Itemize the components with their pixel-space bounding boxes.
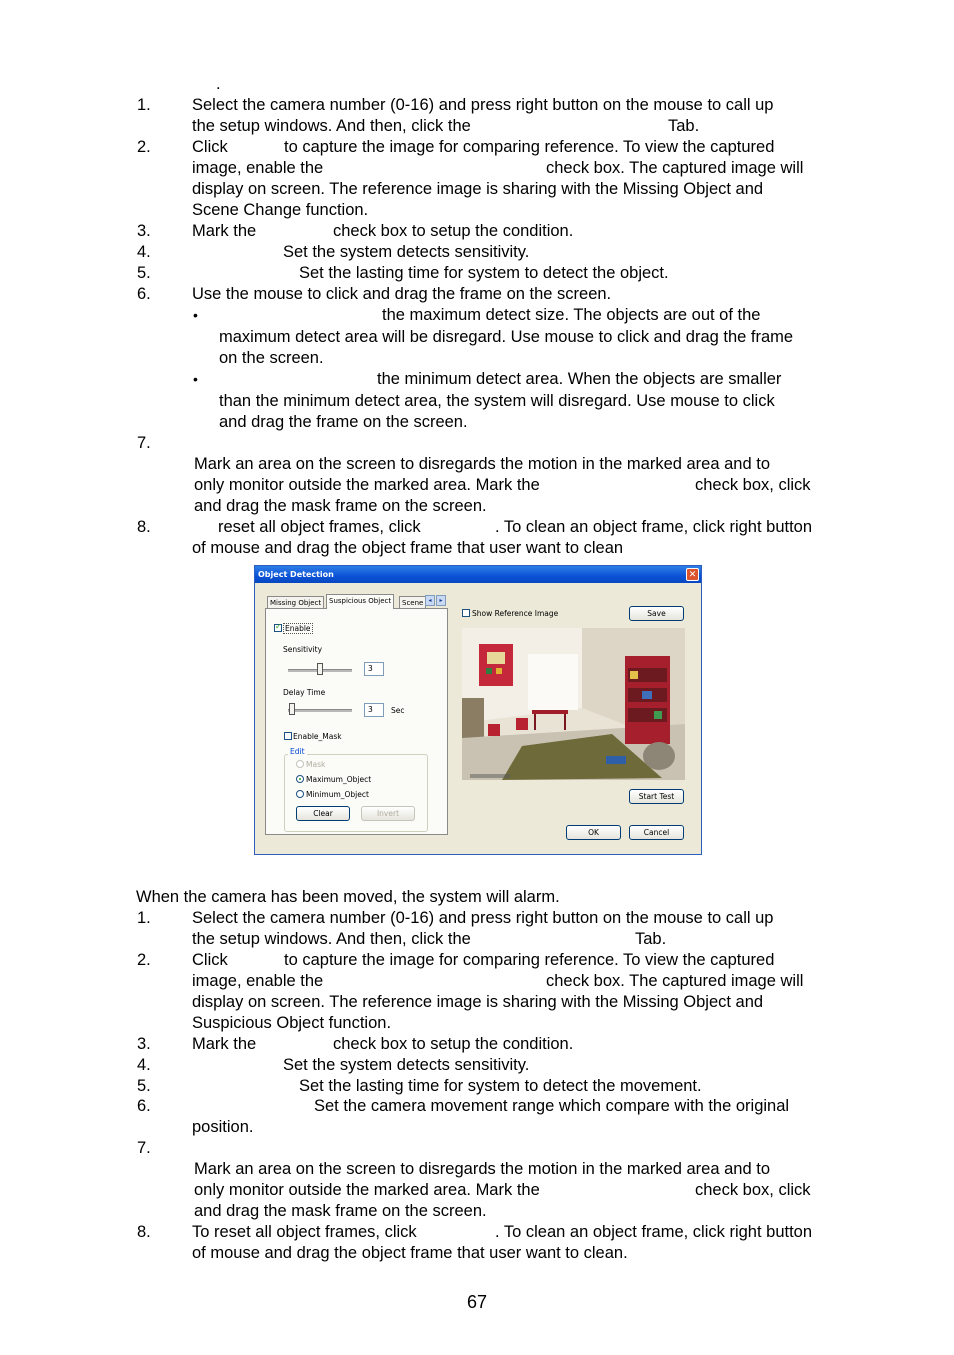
step-text: Tab. [668, 117, 700, 135]
sensitivity-slider-thumb[interactable] [317, 663, 323, 675]
step-text: image, enable the [192, 972, 324, 990]
step-text: position. [192, 1118, 254, 1136]
step-text: Set the lasting time for system to detect the object. [299, 264, 669, 282]
bullet-text: maximum detect area will be disregard. Use mouse to click and drag the frame [219, 328, 794, 346]
bullet-text: and drag the frame on the screen. [219, 413, 468, 431]
step-text: and drag the mask frame on the screen. [194, 497, 487, 515]
step-number: 5. [137, 1077, 151, 1095]
step-text: Mark an area on the screen to disregards the motion in the marked area and to [194, 1160, 770, 1178]
step-text: . To clean an object frame, click right button [495, 1223, 813, 1241]
step-number: 3. [137, 222, 151, 240]
step-text: Mark the [192, 1035, 257, 1053]
delay-unit: Sec [391, 706, 405, 715]
bullet-text: on the screen. [219, 349, 324, 367]
step-text: of mouse and drag the object frame that user want to clean [192, 539, 624, 557]
bullet-text: the maximum detect size. The objects are out of the [382, 306, 761, 324]
step-text: Set the system detects sensitivity. [283, 1056, 530, 1074]
bullet-text: the minimum detect area. When the objects are smaller [377, 370, 782, 388]
step-number: 3. [137, 1035, 151, 1053]
minimum-object-label: Minimum_Object [306, 790, 369, 799]
step-text: Scene Change function. [192, 201, 369, 219]
maximum-object-radio[interactable] [296, 775, 304, 783]
invert-button[interactable]: Invert [361, 806, 415, 821]
step-text: Click [192, 951, 228, 969]
step-text: check box to setup the condition. [333, 222, 574, 240]
step-text: and drag the mask frame on the screen. [194, 1202, 487, 1220]
tab-missing-object[interactable]: Missing Object [267, 596, 324, 609]
cancel-button[interactable]: Cancel [629, 825, 684, 840]
step-text: Use the mouse to click and drag the frame on the screen. [192, 285, 612, 303]
close-icon[interactable]: ✕ [686, 568, 699, 581]
step-text: of mouse and drag the object frame that user want to clean. [192, 1244, 628, 1262]
step-text: image, enable the [192, 159, 324, 177]
page-number: 67 [466, 1292, 488, 1312]
section-intro: When the camera has been moved, the system will alarm. [136, 888, 560, 906]
delay-slider-thumb[interactable] [289, 703, 295, 715]
show-reference-image-label: Show Reference Image [472, 609, 559, 618]
bullet-text: than the minimum detect area, the system will disregard. Use mouse to click [219, 392, 775, 410]
step-text: Mark the [192, 222, 257, 240]
save-button[interactable]: Save [629, 606, 684, 621]
step-text: . To clean an object frame, click right button [495, 518, 813, 536]
step-text: the setup windows. And then, click the [192, 930, 471, 948]
enable-label: Enable [285, 624, 311, 633]
ok-button[interactable]: OK [566, 825, 621, 840]
step-number: 1. [137, 909, 151, 927]
step-text: check box. The captured image will [546, 972, 804, 990]
step-number: 2. [137, 138, 151, 156]
step-number: 2. [137, 951, 151, 969]
mask-radio-label: Mask [306, 760, 326, 769]
sensitivity-label: Sensitivity [283, 645, 323, 654]
step-text: check box, click [695, 1181, 811, 1199]
show-reference-image-checkbox[interactable] [462, 609, 470, 617]
step-number: 4. [137, 243, 151, 261]
object-detection-dialog [254, 565, 702, 855]
step-text: Mark an area on the screen to disregards the motion in the marked area and to [194, 455, 770, 473]
step-text: Set the system detects sensitivity. [283, 243, 530, 261]
edit-group-label: Edit [290, 747, 305, 756]
sensitivity-field[interactable]: 3 [364, 662, 384, 676]
start-test-button[interactable]: Start Test [629, 789, 684, 804]
enable-checkbox[interactable] [274, 624, 282, 632]
step-text: check box. The captured image will [546, 159, 804, 177]
step-text: Select the camera number (0-16) and press right button on the mouse to call up [192, 96, 774, 114]
enable-mask-checkbox[interactable] [284, 732, 292, 740]
step-text: Suspicious Object function. [192, 1014, 392, 1032]
mask-radio[interactable] [296, 760, 304, 768]
tab-suspicious-object[interactable]: Suspicious Object [326, 594, 394, 609]
step-number: 7. [137, 434, 151, 452]
step-number: 5. [137, 264, 151, 282]
step-text: Set the camera movement range which compare with the original [314, 1097, 790, 1115]
tab-scroll-right-icon[interactable]: ▸ [436, 595, 446, 606]
delay-slider-track [288, 709, 352, 712]
bullet: • [193, 371, 198, 387]
tab-scroll-arrows [425, 595, 447, 606]
step-text: display on screen. The reference image is sharing with the Missing Object and [192, 993, 764, 1011]
step-text: only monitor outside the marked area. Mark the [194, 476, 540, 494]
classroom-scene-image [462, 628, 685, 780]
step-text: Set the lasting time for system to detect the movement. [299, 1077, 702, 1095]
delay-time-field[interactable]: 3 [364, 703, 384, 717]
step-number: 8. [137, 518, 151, 536]
dialog-title: Object Detection [255, 566, 701, 583]
step-text: to capture the image for comparing reference. To view the captured [284, 138, 775, 156]
clear-button[interactable]: Clear [296, 806, 350, 821]
bullet: • [193, 307, 198, 323]
step-text: display on screen. The reference image is sharing with the Missing Object and [192, 180, 764, 198]
step-text: Select the camera number (0-16) and press right button on the mouse to call up [192, 909, 774, 927]
step-text: the setup windows. And then, click the [192, 117, 471, 135]
step-number: 1. [137, 96, 151, 114]
step-text: reset all object frames, click [218, 518, 421, 536]
minimum-object-radio[interactable] [296, 790, 304, 798]
camera-preview-image [462, 628, 685, 780]
step-number: 4. [137, 1056, 151, 1074]
enable-mask-label: Enable_Mask [293, 732, 342, 741]
step-number: 6. [137, 1097, 151, 1115]
step-text: Click [192, 138, 228, 156]
maximum-object-label: Maximum_Object [306, 775, 372, 784]
step-text: check box to setup the condition. [333, 1035, 574, 1053]
step-number: 7. [137, 1139, 151, 1157]
step-text: check box, click [695, 476, 811, 494]
delay-time-label: Delay Time [283, 688, 326, 697]
step-text: Tab. [635, 930, 667, 948]
step-text: only monitor outside the marked area. Mark the [194, 1181, 540, 1199]
step-text: to capture the image for comparing reference. To view the captured [284, 951, 775, 969]
step-text: To reset all object frames, click [192, 1223, 417, 1241]
step-number: 8. [137, 1223, 151, 1241]
tab-scroll-left-icon[interactable]: ◂ [425, 595, 435, 606]
stray-dot: . [216, 75, 221, 93]
tab-scene[interactable]: Scene [399, 596, 426, 609]
step-number: 6. [137, 285, 151, 303]
